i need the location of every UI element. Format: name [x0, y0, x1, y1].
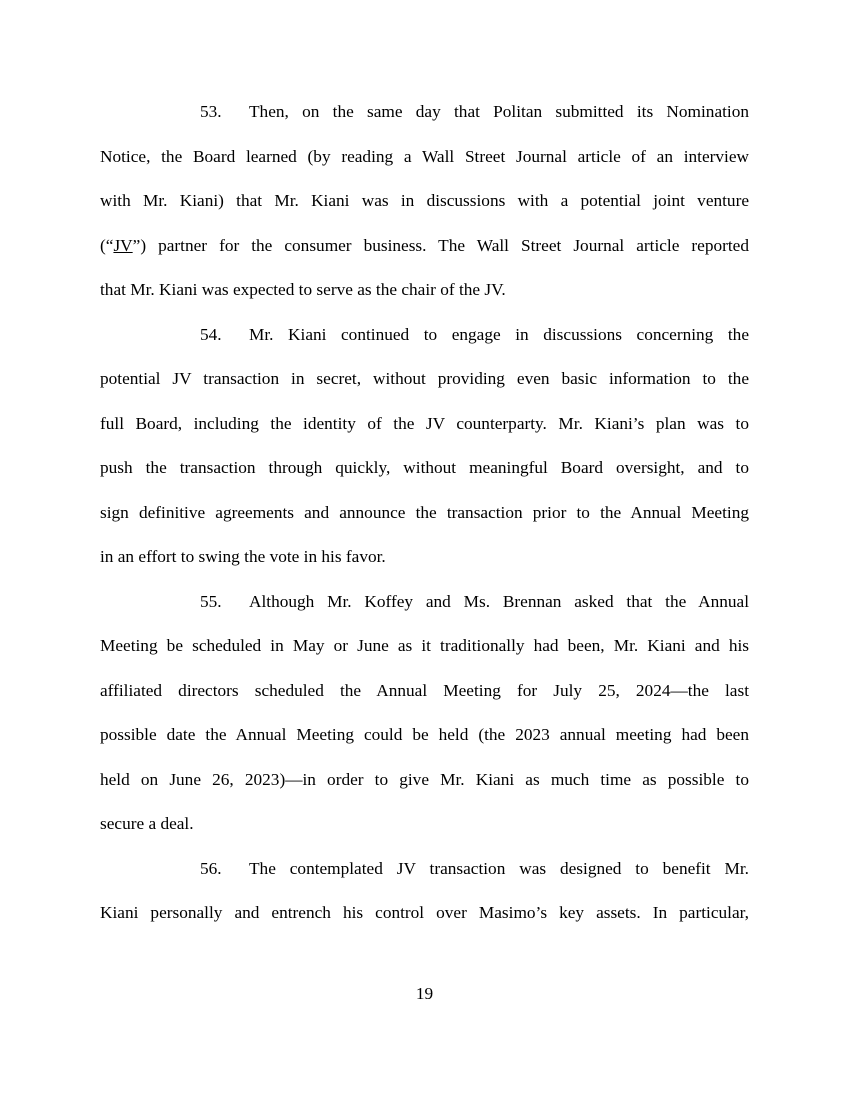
- paragraph-53-line-3: with Mr. Kiani) that Mr. Kiani was in discussions with a potential joint venture: [100, 191, 749, 210]
- line-text: Then, on the same day that Politan submitted its Nomination: [249, 102, 749, 121]
- paragraph-55-line-2: Meeting be scheduled in May or June as it traditionally had been, Mr. Kiani and his: [100, 636, 749, 655]
- line-text: The contemplated JV transaction was designed to benefit Mr.: [249, 858, 749, 878]
- line-text: Although Mr. Koffey and Ms. Brennan asked that the Annual: [249, 591, 749, 611]
- paragraph-56-line-2: Kiani personally and entrench his control over Masimo’s key assets. In particular,: [100, 903, 749, 922]
- line-text: (“: [100, 235, 114, 255]
- paragraph-number: 53.: [200, 102, 222, 121]
- document-body: [100, 96, 749, 942]
- paragraph-53-line-2: Notice, the Board learned (by reading a Wall Street Journal article of an interview: [100, 146, 749, 166]
- paragraph-55-line-6: secure a deal.: [100, 814, 194, 833]
- paragraph-number: 56.: [200, 858, 222, 878]
- paragraph-53-line-5: that Mr. Kiani was expected to serve as the chair of the JV.: [100, 280, 506, 299]
- paragraph-56-line-1: [100, 853, 749, 898]
- paragraph-53-line-4: [100, 230, 749, 275]
- paragraph-54-line-1: [100, 319, 749, 364]
- paragraph-54-line-6: in an effort to swing the vote in his favor.: [100, 547, 386, 566]
- paragraph-55-line-3: affiliated directors scheduled the Annual Meeting for July 25, 2024—the last: [100, 680, 749, 700]
- paragraph-53-line-1: [100, 96, 749, 141]
- line-text: Mr. Kiani continued to engage in discussions concerning the: [249, 324, 749, 344]
- paragraph-54-line-4: push the transaction through quickly, without meaningful Board oversight, and to: [100, 458, 749, 477]
- page-number: 19: [415, 984, 434, 1003]
- paragraph-55-line-5: held on June 26, 2023)—in order to give Mr. Kiani as much time as possible to: [100, 769, 749, 789]
- paragraph-54-line-5: sign definitive agreements and announce the transaction prior to the Annual Meeting: [100, 502, 749, 522]
- paragraph-55-line-4: possible date the Annual Meeting could be held (the 2023 annual meeting had been: [100, 725, 749, 744]
- paragraph-54-line-2: potential JV transaction in secret, without providing even basic information to the: [100, 369, 749, 388]
- defined-term-jv: JV: [113, 235, 133, 255]
- paragraph-55-line-1: [100, 586, 749, 631]
- line-text: ”) partner for the consumer business. The Wall Street Journal article reported: [132, 235, 749, 255]
- paragraph-number: 55.: [200, 591, 222, 611]
- paragraph-54-line-3: full Board, including the identity of the JV counterparty. Mr. Kiani’s plan was to: [100, 413, 749, 433]
- paragraph-number: 54.: [200, 324, 222, 344]
